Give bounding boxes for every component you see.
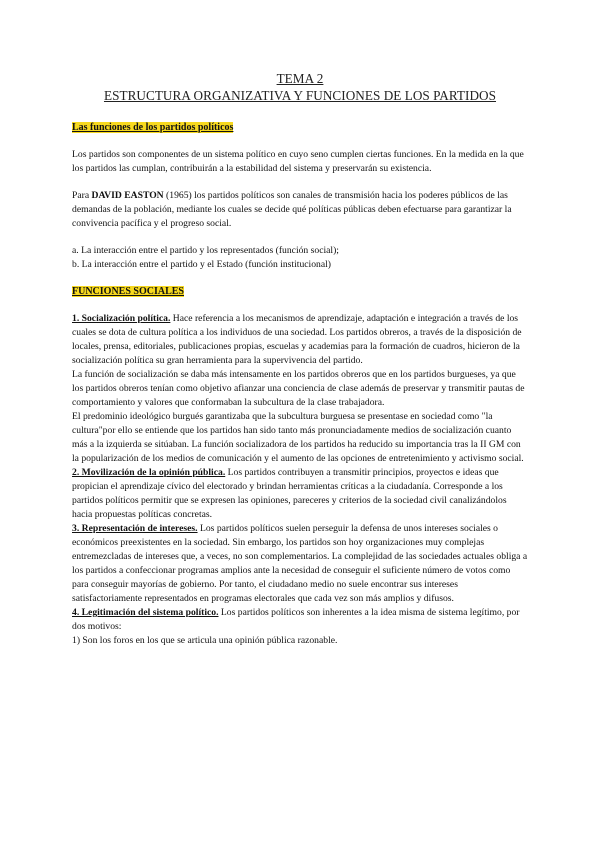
function-1-title: 1. Socialización política. [72, 313, 171, 324]
function-3-title: 3. Representación de intereses. [72, 523, 198, 534]
function-movilizacion [72, 466, 528, 522]
function-2-text: Los partidos contribuyen a transmitir principios, proyectos e ideas que propician el aprendizaje cívico del electorado y brindan herramientas críticas a la ciudadanía. Corresponde a los partidos políticos permitir que se expresen las opiniones, pareceres y criterios de la sociedad civil canalizándolos hacia propuestas políticas concretas. [72, 467, 507, 520]
socializacion-paragraph-2: La función de socialización se daba más intensamente en los partidos obreros que en los partidos burgueses, ya que los partidos obreros tenían como objetivo afianzar una conciencia de clase además de preservar y transmitir pautas de comportamiento y valores que conformaban la subcultura de la clase trabajadora. [72, 369, 525, 408]
function-1-text: Hace referencia a los mecanismos de aprendizaje, adaptación e integración a través de los cuales se dota de cultura política a los individuos de una sociedad. Los partidos obreros, a través de la disposición de locales, prensa, editoriales, publicaciones propias, escuelas y academias para la formación de cuadros, hicieron de la socialización política su gran herramienta para la supervivencia del partido. [72, 313, 522, 366]
section-heading-sociales [72, 286, 528, 297]
socializacion-paragraph-3: El predominio ideológico burgués garantizaba que la subcultura burguesa se presentase en sociedad como "la cultura"por ello se entiende que los partidos han sido tanto más pronunciadamente medios de socialización cuanto más a la izquierda se sitúaban. La función socializadora de los partidos ha reducido su importancia tras la II GM con la popularización de los medios de comunicación y el aumento de las opciones de entretenimiento y activismo social. [72, 411, 524, 464]
list-item-a: a. La interacción entre el partido y los representados (función social); [72, 245, 339, 256]
function-4-text: Los partidos políticos son inherentes a la idea misma de sistema legítimo, por dos motivos: [72, 607, 520, 632]
easton-text: (1965) los partidos políticos son canales de transmisión hacia los poderes públicos de las demandas de la población, mediante los cuales se decide qué políticas públicas deben efectuarse para garantizar la convivencia pacífica y el progreso social. [72, 190, 512, 229]
document-title [72, 70, 528, 104]
title-line-2: ESTRUCTURA ORGANIZATIVA Y FUNCIONES DE LOS PARTIDOS [103, 88, 497, 103]
title-line-1: TEMA 2 [276, 71, 324, 86]
section-heading-text: Las funciones de los partidos políticos [72, 122, 234, 133]
function-4-title: 4. Legitimación del sistema político. [72, 607, 219, 618]
legitimacion-item-1: 1) Son los foros en los que se articula una opinión pública razonable. [72, 635, 338, 646]
function-representacion [72, 522, 528, 606]
function-2-title: 2. Movilización de la opinión pública. [72, 467, 226, 478]
function-3-text: Los partidos políticos suelen perseguir la defensa de unos intereses sociales o económicos preexistentes en la sociedad. Sin embargo, los partidos son hoy organizaciones muy complejas entremezcladas de intereses que, a veces, no son complementarios. La complejidad de las sociedades actuales obliga a los partidos a confeccionar programas amplios ante la necesidad de conseguir el suficiente número de votos como para conseguir mayorías de gobierno. Por tanto, el ciudadano medio no suele encontrar sus intereses satisfactoriamente representados en programas electorales que cada vez son más amplios y difusos. [72, 523, 528, 604]
easton-paragraph [72, 189, 528, 231]
section-heading-funciones [72, 122, 528, 133]
section-heading-sociales-text: FUNCIONES SOCIALES [72, 286, 184, 297]
function-socializacion [72, 312, 528, 368]
list-item-b: b. La interacción entre el partido y el Estado (función institucional) [72, 259, 331, 270]
easton-name: DAVID EASTON [91, 190, 164, 201]
easton-pre: Para [72, 190, 92, 201]
function-legitimacion [72, 606, 528, 634]
intro-paragraph: Los partidos son componentes de un sistema político en cuyo seno cumplen ciertas funciones. En la medida en la que los partidos las cumplan, contribuirán a la estabilidad del sistema y preservarán su existencia. [72, 149, 524, 174]
document-page [72, 70, 528, 648]
